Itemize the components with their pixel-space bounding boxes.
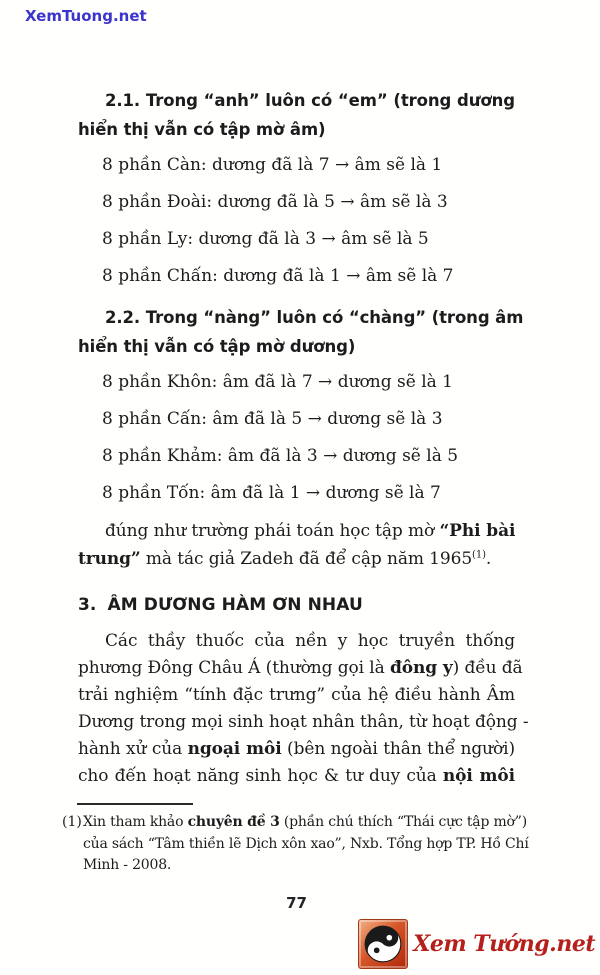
list-item: 8 phần Ly: dương đã là 3 → âm sẽ là 5	[102, 229, 429, 249]
footnote	[62, 803, 529, 877]
list-item: 8 phần Tốn: âm đã là 1 → dương sẽ là 7	[102, 483, 441, 503]
text-line: hiển thị vẫn có tập mờ dương)	[78, 337, 356, 356]
watermark-link[interactable]: XemTuong.net	[25, 7, 147, 25]
site-logo-link[interactable]	[358, 919, 595, 969]
footnote-text	[83, 812, 529, 877]
list-item: 8 phần Khảm: âm đã là 3 → dương sẽ là 5	[102, 446, 459, 466]
text-line: Xin tham khảo chuyên đề 3 (phần chú thích “Thái cực tập mờ”)	[83, 814, 527, 830]
text-line: trải nghiệm “tính đặc trưng” của hệ điều hành Âm	[78, 685, 515, 705]
text-line: Minh - 2008.	[83, 857, 172, 873]
text-line: 2.1. Trong “anh” luôn có “em” (trong dương	[105, 91, 515, 110]
page-number: 77	[286, 894, 307, 912]
text-line: Dương trong mọi sinh hoạt nhân thân, từ hoạt động -	[78, 712, 529, 732]
yin-yang-icon	[358, 919, 408, 969]
list-item: 8 phần Chấn: dương đã là 1 → âm sẽ là 7	[102, 266, 454, 286]
text-line: của sách “Tâm thiền lẽ Dịch xôn xao”, Nxb. Tổng hợp TP. Hồ Chí	[83, 835, 529, 852]
footnote-body	[62, 812, 529, 877]
paragraph-zadeh	[78, 517, 515, 573]
list-item: 8 phần Khôn: âm đã là 7 → dương sẽ là 1	[102, 372, 453, 392]
heading-3-title: ÂM DƯƠNG HÀM ƠN NHAU	[107, 595, 363, 615]
text-line: hiển thị vẫn có tập mờ âm)	[78, 120, 326, 139]
heading-3	[78, 592, 515, 618]
text-line: đúng như trường phái toán học tập mờ “Phi bài	[105, 521, 516, 541]
site-logo-text: Xem Tướng.net	[413, 931, 595, 957]
list-section-2-2	[78, 369, 515, 507]
paragraph-dong-y	[78, 628, 529, 790]
text-line: trung” mà tác giả Zadeh đã để cập năm 1965$^{(1)}$.	[78, 549, 492, 569]
list-section-2-1	[78, 152, 515, 290]
heading-3-number: 3.	[78, 595, 97, 615]
footnote-divider	[77, 803, 193, 805]
heading-2-2	[78, 303, 524, 361]
list-item: 8 phần Đoài: dương đã là 5 → âm sẽ là 3	[102, 192, 448, 212]
text-line: phương Đông Châu Á (thường gọi là đông y) đều đã	[78, 658, 523, 678]
list-item: 8 phần Càn: dương đã là 7 → âm sẽ là 1	[102, 155, 443, 175]
list-item: 8 phần Cấn: âm đã là 5 → dương sẽ là 3	[102, 409, 443, 429]
page-body	[78, 86, 529, 790]
text-line: 2.2. Trong “nàng” luôn có “chàng” (trong âm	[105, 308, 524, 327]
heading-2-1	[78, 86, 515, 144]
text-line: cho đến hoạt năng sinh học & tư duy của nội môi	[78, 766, 515, 786]
text-line: Các thầy thuốc của nền y học truyền thống	[105, 631, 515, 651]
footnote-marker: (1)	[62, 814, 82, 830]
text-line: hành xử của ngoại môi (bên ngoài thân thể người)	[78, 739, 515, 759]
